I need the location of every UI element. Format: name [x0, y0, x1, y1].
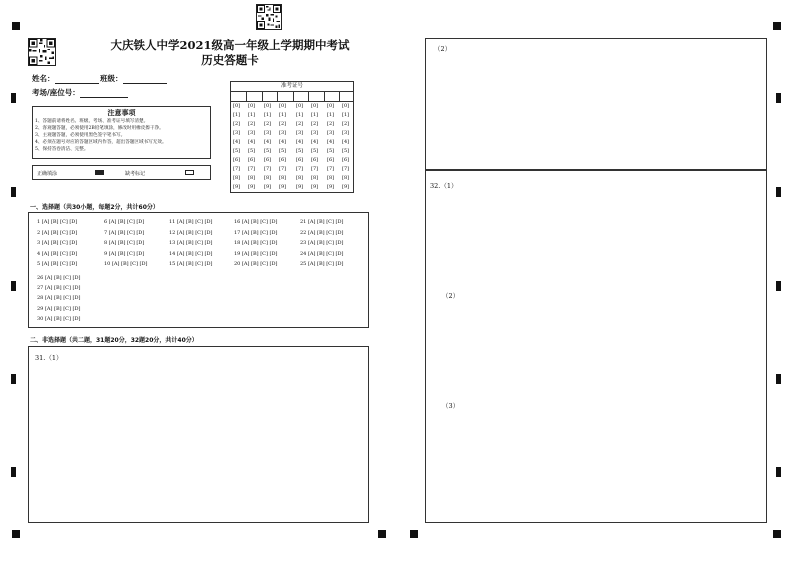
- exam-number-bubble[interactable]: [0]: [233, 103, 241, 109]
- exam-number-bubble[interactable]: [3]: [342, 130, 350, 136]
- exam-number-bubble[interactable]: [8]: [342, 175, 350, 181]
- exam-number-bubble[interactable]: [8]: [233, 175, 241, 181]
- q32-part2-label: （2）: [442, 292, 460, 300]
- choice-item-15[interactable]: 15 [A] [B] [C] [D]: [169, 261, 213, 267]
- exam-number-bubble[interactable]: [1]: [279, 112, 287, 118]
- exam-number-bubble[interactable]: [2]: [248, 121, 256, 127]
- exam-number-write-row[interactable]: [231, 92, 353, 102]
- choice-item-4[interactable]: 4 [A] [B] [C] [D]: [37, 250, 78, 257]
- exam-number-bubble[interactable]: [4]: [327, 139, 335, 145]
- exam-number-bubble[interactable]: [9]: [233, 184, 241, 190]
- exam-number-bubble[interactable]: [0]: [327, 103, 335, 109]
- choice-item-28[interactable]: 28 [A] [B] [C] [D]: [37, 295, 81, 302]
- q31-answer-box[interactable]: [28, 346, 369, 523]
- exam-number-bubble[interactable]: [5]: [264, 148, 272, 154]
- exam-title: [100, 38, 360, 68]
- exam-number-bubble[interactable]: [0]: [264, 103, 272, 109]
- choice-item-7[interactable]: 7 [A] [B] [C] [D]: [104, 229, 145, 236]
- exam-number-bubble[interactable]: [9]: [296, 184, 304, 190]
- exam-number-bubble[interactable]: [1]: [264, 112, 272, 118]
- qr-code-left: [28, 38, 56, 66]
- choice-item-20[interactable]: 20 [A] [B] [C] [D]: [234, 261, 278, 267]
- exam-number-bubble[interactable]: [1]: [248, 112, 256, 118]
- choice-item-1[interactable]: 1 [A] [B] [C] [D]: [37, 219, 78, 225]
- choice-item-10[interactable]: 10 [A] [B] [C] [D]: [104, 261, 148, 267]
- choice-item-21[interactable]: 21 [A] [B] [C] [D]: [300, 219, 344, 225]
- room-seat-label: 考场/座位号：: [32, 88, 80, 97]
- exam-number-bubble[interactable]: [9]: [264, 184, 272, 190]
- exam-number-bubble[interactable]: [6]: [264, 157, 272, 163]
- exam-number-bubble[interactable]: [9]: [279, 184, 287, 190]
- exam-number-bubble[interactable]: [1]: [327, 112, 335, 118]
- edge-mark-left: [11, 281, 16, 291]
- fill-legend: [32, 165, 211, 180]
- choice-item-3[interactable]: 3 [A] [B] [C] [D]: [37, 240, 78, 246]
- exam-number-bubble[interactable]: [0]: [279, 103, 287, 109]
- q32-answer-box[interactable]: [425, 170, 767, 523]
- exam-number-bubble[interactable]: [6]: [279, 157, 287, 163]
- exam-number-bubble[interactable]: [5]: [311, 148, 319, 154]
- exam-number-bubble[interactable]: [5]: [279, 148, 287, 154]
- notice-item: 2、客观题答题，必须使用2B铅笔填涂，修改时用橡皮擦干净。: [35, 126, 164, 131]
- edge-mark-right: [776, 93, 781, 103]
- exam-number-bubble[interactable]: [8]: [264, 175, 272, 181]
- choice-item-26[interactable]: 26 [A] [B] [C] [D]: [37, 275, 81, 281]
- corner-mark-bottom-left: [12, 530, 20, 538]
- exam-number-bubble[interactable]: [6]: [296, 157, 304, 163]
- class-field[interactable]: [100, 73, 167, 84]
- edge-mark-left: [11, 187, 16, 197]
- exam-number-bubble[interactable]: [9]: [327, 184, 335, 190]
- q32-part3-label: （3）: [442, 402, 460, 410]
- notice-item: 3、主观题答题，必须使用黑色签字笔书写。: [35, 133, 126, 138]
- exam-number-bubble[interactable]: [7]: [279, 166, 287, 172]
- class-label: 班级：: [100, 74, 123, 83]
- edge-mark-right: [776, 467, 781, 477]
- exam-number-bubble[interactable]: [4]: [279, 139, 287, 145]
- multiple-choice-box: [28, 212, 369, 328]
- choice-item-9[interactable]: 9 [A] [B] [C] [D]: [104, 250, 145, 257]
- choice-item-23[interactable]: 23 [A] [B] [C] [D]: [300, 240, 344, 246]
- exam-number-bubble[interactable]: [3]: [296, 130, 304, 136]
- exam-number-bubble[interactable]: [3]: [311, 130, 319, 136]
- missing-mark-checkbox[interactable]: [185, 170, 194, 175]
- exam-number-bubble[interactable]: [5]: [233, 148, 241, 154]
- exam-number-bubble[interactable]: [2]: [296, 121, 304, 127]
- exam-number-bubble[interactable]: [7]: [248, 166, 256, 172]
- name-underline[interactable]: [55, 76, 99, 84]
- exam-number-bubble[interactable]: [8]: [311, 175, 319, 181]
- choice-item-24[interactable]: 24 [A] [B] [C] [D]: [300, 250, 344, 257]
- choice-item-25[interactable]: 25 [A] [B] [C] [D]: [300, 261, 344, 267]
- qr-code-top: [256, 4, 282, 30]
- exam-number-bubble[interactable]: [4]: [248, 139, 256, 145]
- exam-number-bubble[interactable]: [3]: [327, 130, 335, 136]
- exam-number-title: 准考证号: [231, 82, 353, 92]
- exam-number-bubble[interactable]: [2]: [327, 121, 335, 127]
- choice-item-22[interactable]: 22 [A] [B] [C] [D]: [300, 229, 344, 236]
- choice-item-18[interactable]: 18 [A] [B] [C] [D]: [234, 240, 278, 246]
- edge-mark-right: [776, 187, 781, 197]
- choice-item-27[interactable]: 27 [A] [B] [C] [D]: [37, 285, 81, 292]
- edge-mark-left: [11, 93, 16, 103]
- exam-number-bubble[interactable]: [6]: [248, 157, 256, 163]
- name-label: 姓名：: [32, 74, 55, 83]
- choice-item-13[interactable]: 13 [A] [B] [C] [D]: [169, 240, 213, 246]
- q31-part2-answer-box[interactable]: [425, 38, 767, 170]
- name-field[interactable]: [32, 73, 99, 84]
- q32-part1-label: 32.（1）: [430, 182, 458, 190]
- choice-item-12[interactable]: 12 [A] [B] [C] [D]: [169, 229, 213, 236]
- correct-fill-label: 正确填涂: [37, 171, 58, 177]
- section2-title: 二、非选择题（共二题，31题20分，32题20分，共计40分）: [30, 337, 198, 344]
- q31-part1-label: 31.（1）: [35, 354, 63, 362]
- exam-number-bubble[interactable]: [2]: [279, 121, 287, 127]
- notice-title: 注意事项: [107, 109, 136, 117]
- exam-number-bubble[interactable]: [2]: [264, 121, 272, 127]
- choice-item-29[interactable]: 29 [A] [B] [C] [D]: [37, 305, 81, 312]
- edge-mark-left: [11, 374, 16, 384]
- exam-title-line1: 大庆铁人中学2021级高一年级上学期期中考试: [110, 38, 350, 52]
- exam-number-bubble[interactable]: [4]: [233, 139, 241, 145]
- choice-item-17[interactable]: 17 [A] [B] [C] [D]: [234, 229, 278, 236]
- exam-number-bubble[interactable]: [5]: [296, 148, 304, 154]
- class-underline[interactable]: [123, 76, 167, 84]
- exam-number-bubble[interactable]: [4]: [311, 139, 319, 145]
- choice-item-6[interactable]: 6 [A] [B] [C] [D]: [104, 219, 145, 225]
- section1-title: 一、选择题（共30小题，每题2分，共计60分）: [30, 204, 159, 211]
- choice-item-5[interactable]: 5 [A] [B] [C] [D]: [37, 261, 78, 267]
- exam-number-bubble[interactable]: [1]: [342, 112, 350, 118]
- exam-number-bubble[interactable]: [4]: [296, 139, 304, 145]
- exam-number-bubble[interactable]: [7]: [296, 166, 304, 172]
- notice-item: 4、必须在题号对应的答题区域内作答，超出答题区域书写无效。: [35, 140, 167, 145]
- exam-number-bubble[interactable]: [0]: [296, 103, 304, 109]
- room-seat-underline[interactable]: [80, 90, 128, 98]
- exam-number-bubble[interactable]: [5]: [327, 148, 335, 154]
- exam-number-bubble[interactable]: [5]: [342, 148, 350, 154]
- exam-number-bubble[interactable]: [7]: [342, 166, 350, 172]
- exam-number-bubble[interactable]: [1]: [233, 112, 241, 118]
- exam-number-bubble[interactable]: [8]: [296, 175, 304, 181]
- exam-number-bubble[interactable]: [3]: [279, 130, 287, 136]
- notice-item: 1、答题前请将姓名、班级、考场、准考证号填写清楚。: [35, 119, 149, 124]
- exam-number-bubble[interactable]: [7]: [327, 166, 335, 172]
- exam-number-bubble[interactable]: [7]: [311, 166, 319, 172]
- exam-number-bubble[interactable]: [2]: [311, 121, 319, 127]
- correct-fill-sample: [95, 170, 104, 175]
- exam-number-bubble[interactable]: [4]: [342, 139, 350, 145]
- missing-mark-label: 缺考标记: [125, 171, 146, 177]
- exam-number-bubble[interactable]: [6]: [327, 157, 335, 163]
- exam-number-bubble[interactable]: [5]: [248, 148, 256, 154]
- exam-number-bubble[interactable]: [0]: [248, 103, 256, 109]
- exam-number-bubble[interactable]: [8]: [327, 175, 335, 181]
- exam-number-bubble[interactable]: [9]: [311, 184, 319, 190]
- exam-number-bubble[interactable]: [1]: [296, 112, 304, 118]
- notice-box: [32, 106, 211, 159]
- corner-mark-top-left: [12, 22, 20, 30]
- corner-mark-top-right: [773, 22, 781, 30]
- edge-mark-right: [776, 281, 781, 291]
- exam-number-bubble[interactable]: [3]: [248, 130, 256, 136]
- notice-item: 5、保持答卷清洁、完整。: [35, 147, 89, 152]
- exam-number-bubble[interactable]: [8]: [279, 175, 287, 181]
- exam-number-bubble[interactable]: [9]: [248, 184, 256, 190]
- exam-number-bubble[interactable]: [1]: [311, 112, 319, 118]
- exam-number-bubble[interactable]: [2]: [233, 121, 241, 127]
- exam-number-bubble[interactable]: [7]: [264, 166, 272, 172]
- exam-number-bubble[interactable]: [3]: [233, 130, 241, 136]
- exam-number-bubble[interactable]: [0]: [342, 103, 350, 109]
- exam-number-bubble[interactable]: [4]: [264, 139, 272, 145]
- exam-number-bubble[interactable]: [9]: [342, 184, 350, 190]
- q31-part2-label: （2）: [434, 45, 452, 53]
- center-mark-bottom-left: [378, 530, 386, 538]
- corner-mark-bottom-right: [773, 530, 781, 538]
- exam-number-bubble[interactable]: [7]: [233, 166, 241, 172]
- exam-number-bubble[interactable]: [8]: [248, 175, 256, 181]
- choice-item-19[interactable]: 19 [A] [B] [C] [D]: [234, 250, 278, 257]
- choice-item-16[interactable]: 16 [A] [B] [C] [D]: [234, 219, 278, 225]
- center-mark-bottom-right: [410, 530, 418, 538]
- exam-number-bubble[interactable]: [6]: [342, 157, 350, 163]
- exam-number-bubble[interactable]: [3]: [264, 130, 272, 136]
- choice-item-8[interactable]: 8 [A] [B] [C] [D]: [104, 240, 145, 246]
- choice-item-30[interactable]: 30 [A] [B] [C] [D]: [37, 315, 81, 322]
- choice-item-14[interactable]: 14 [A] [B] [C] [D]: [169, 250, 213, 257]
- choice-item-2[interactable]: 2 [A] [B] [C] [D]: [37, 229, 78, 236]
- exam-title-line2: 历史答题卡: [201, 53, 259, 67]
- exam-number-box: [230, 81, 354, 193]
- exam-number-bubble[interactable]: [2]: [342, 121, 350, 127]
- exam-number-bubble[interactable]: [6]: [311, 157, 319, 163]
- room-seat-field[interactable]: [32, 87, 128, 98]
- exam-number-bubble[interactable]: [0]: [311, 103, 319, 109]
- exam-number-bubble[interactable]: [6]: [233, 157, 241, 163]
- choice-item-11[interactable]: 11 [A] [B] [C] [D]: [169, 219, 213, 225]
- edge-mark-right: [776, 374, 781, 384]
- edge-mark-left: [11, 467, 16, 477]
